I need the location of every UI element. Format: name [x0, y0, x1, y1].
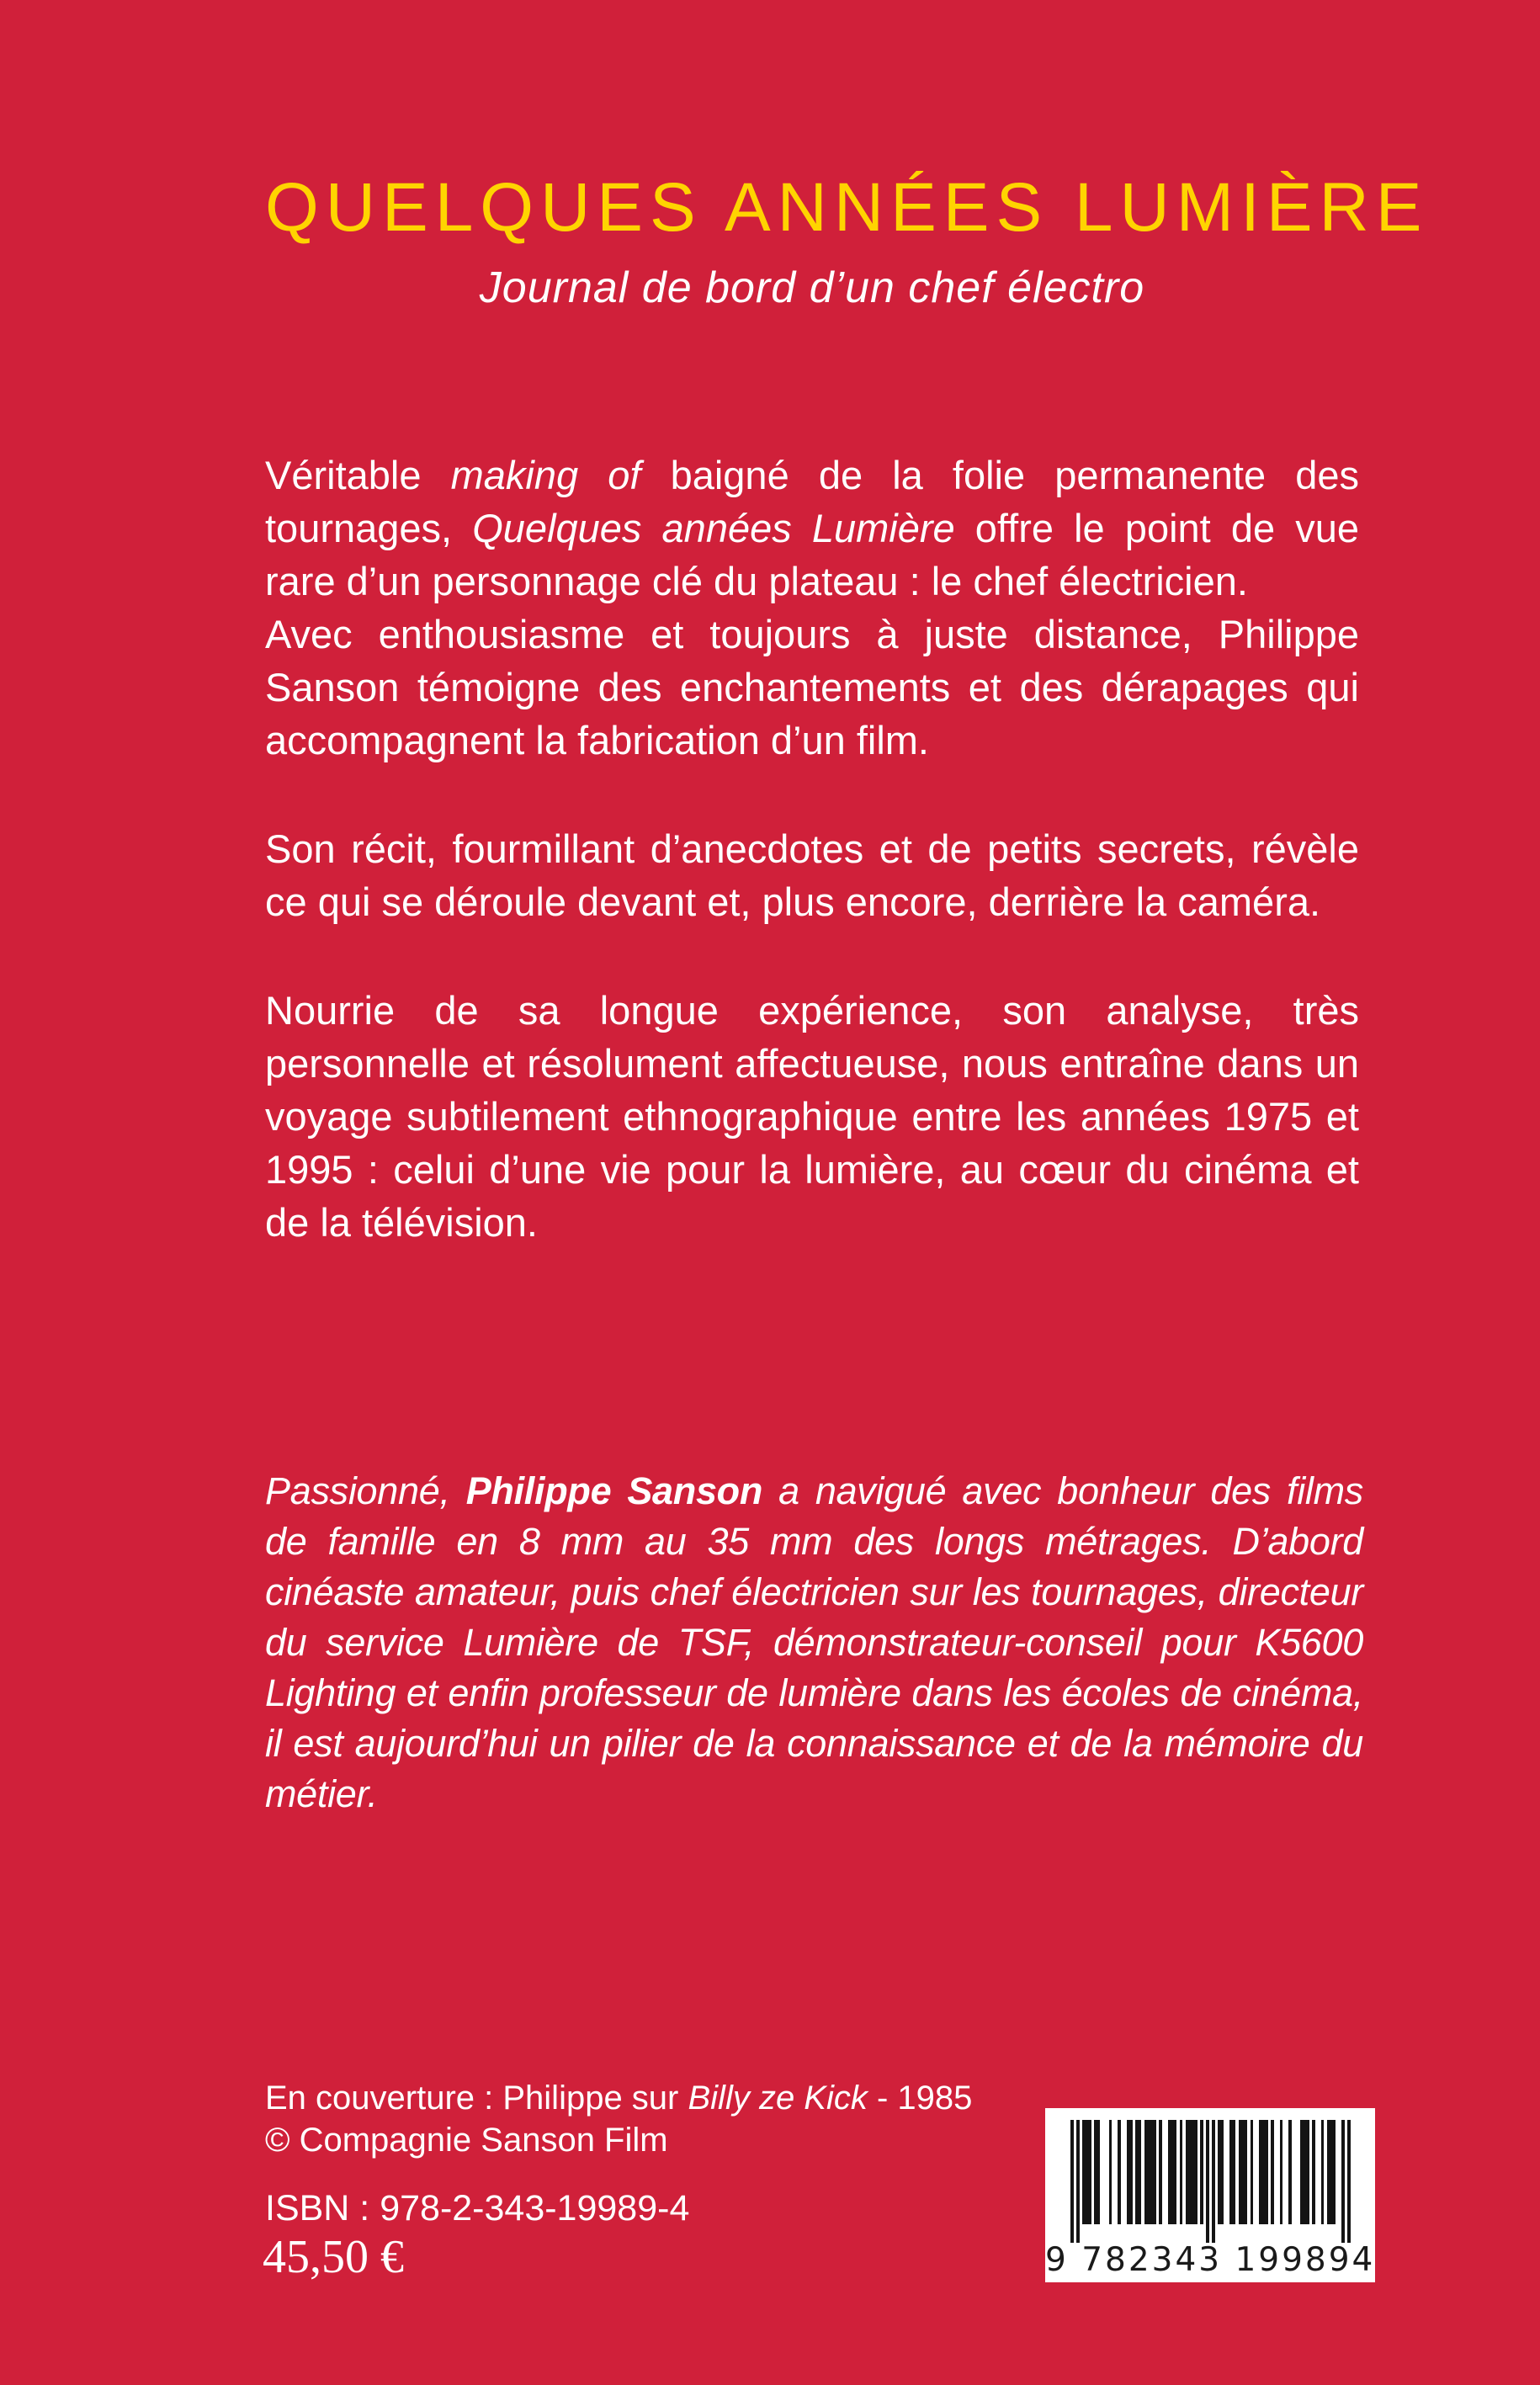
synopsis-paragraph-2: Avec enthousiasme et toujours à juste distance, Philippe Sanson témoigne des enchantements et des dérapages qui accompagnent la fabrication d’un film. [265, 612, 1359, 762]
cover-credits [265, 2077, 1022, 2161]
synopsis-paragraph-1: Véritable making of baigné de la folie permanente des tournages, Quelques années Lumière offre le point de vue rare d’un personnage clé du plateau : le chef électricien. [265, 453, 1360, 603]
copyright-line: © Compagnie Sanson Film [265, 2122, 668, 2159]
author-bio: Passionné, Philippe Sanson a navigué avec bonheur des films de famille en 8 mm au 35 mm des longs métrages. D’abord cinéaste amateur, puis chef électricien sur les tournages, directeur du service Lumière de TSF, démonstrateur-conseil pour K5600 Lighting et enfin professeur de lumière dans les écoles de cinéma, il est aujourd’hui un pilier de la connaissance et de la mémoire du métier. [265, 1469, 1364, 1815]
cover-credit-line: En couverture : Philippe sur Billy ze Kick - 1985 [265, 2080, 973, 2117]
barcode-number: 9 782343 199894 [1045, 2241, 1376, 2279]
header [265, 169, 1429, 313]
barcode [1045, 2108, 1375, 2282]
book-subtitle: Journal de bord d’un chef électro [479, 263, 1145, 312]
price: 45,50 € [263, 2231, 404, 2283]
isbn-line: ISBN : 978-2-343-19989-4 [265, 2188, 690, 2228]
synopsis-paragraph-4: Nourrie de sa longue expérience, son analyse, très personnelle et résolument affectueuse, nous entraîne dans un voyage subtilement ethnographique entre les années 1975 et 1995 : celui d’une vie pour la lumière, au cœur du cinéma et de la télévision. [265, 988, 1359, 1245]
synopsis [265, 449, 1359, 1249]
synopsis-paragraph-3: Son récit, fourmillant d’anecdotes et de petits secrets, révèle ce qui se déroule devant et, plus encore, derrière la caméra. [265, 826, 1359, 924]
barcode-bars [1045, 2108, 1375, 2243]
book-title: QUELQUES ANNÉES LUMIÈRE [265, 169, 1429, 246]
